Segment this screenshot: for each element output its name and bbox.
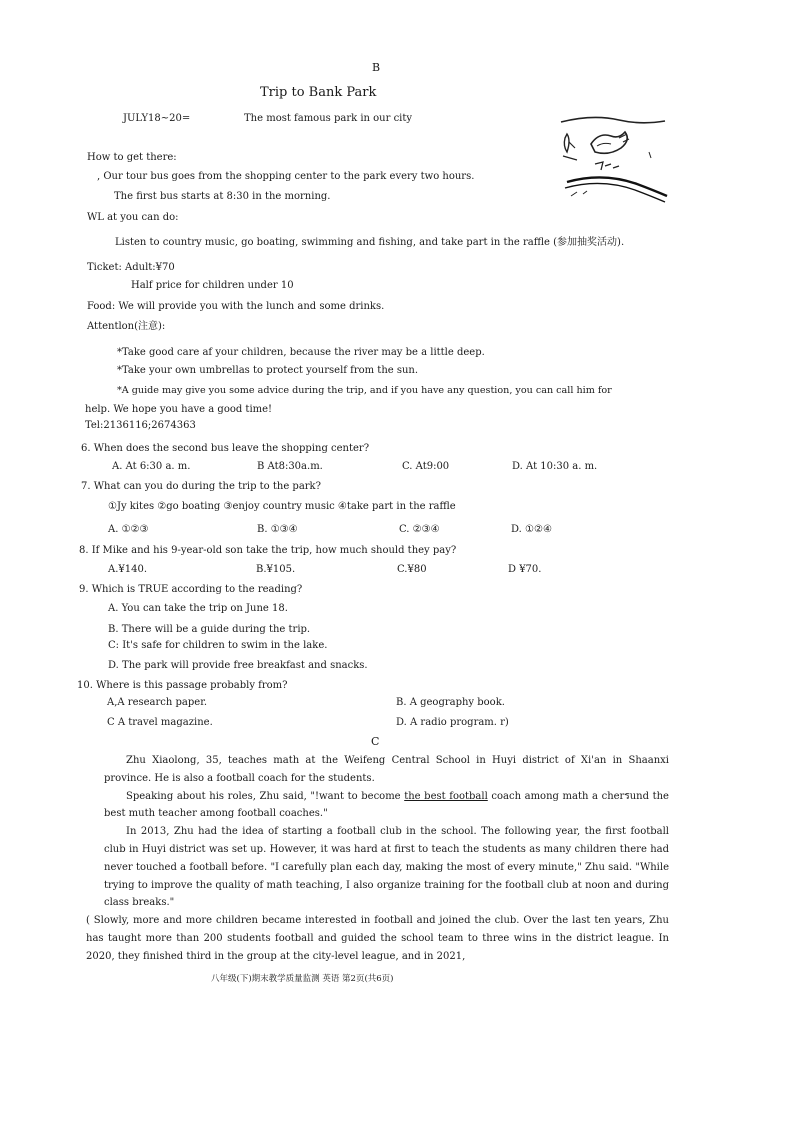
question-6-option-d[interactable]: D. At 10:30 a. m. (512, 461, 598, 472)
question-7-option-c[interactable]: C. ②③④ (399, 524, 440, 535)
question-7-option-a[interactable]: A. ①②③ (108, 524, 149, 535)
underlined-phrase: the best football (404, 790, 488, 802)
section-c-letter: C (371, 735, 380, 748)
note-1: *Take good care af your children, because the river may be a little deep. (117, 347, 485, 358)
question-9-stem: 9. Which is TRUE according to the reading? (79, 584, 303, 595)
passage-subtitle: The most famous park in our city (244, 113, 413, 124)
passage-c-paragraph-3: In 2013, Zhu had the idea of starting a football club in the school. The following year, the first football club in Huyi district was set up. However, it was hard at first to teach the students as many children there had never touched a football before. "I carefully plan each day, making the most of every minute," Zhu said. "While trying to improve the quality of math teaching, I also organize training for the football club at noon and during class breaks." (104, 826, 669, 909)
park-sketch-image (553, 112, 671, 208)
passage-c-paragraph-1: Zhu Xiaolong, 35, teaches math at the Weifeng Central School in Huyi district of Xi'an in Shaanxi province. He is also a football coach for the students. (104, 755, 669, 784)
passage-c-body (86, 752, 669, 966)
passage-title: Trip to Bank Park (260, 85, 377, 100)
question-9-option-d[interactable]: D. The park will provide free breakfast and snacks. (108, 660, 368, 671)
telephone: Tel:2136116;2674363 (85, 420, 196, 431)
question-7-option-d[interactable]: D. ①②④ (511, 524, 552, 535)
question-9-option-a[interactable]: A. You can take the trip on June 18. (108, 603, 288, 614)
question-6-option-b[interactable]: B At8:30a.m. (257, 461, 323, 472)
passage-c-paragraph-2 (104, 788, 669, 824)
paragraph-2-text-before: Speaking about his roles, Zhu said, "!want to become (126, 790, 405, 802)
what-heading: WL at you can do: (87, 212, 179, 223)
half-price-line: Half price for children under 10 (131, 280, 294, 291)
question-7-stem: 7. What can you do during the trip to the park? (81, 481, 321, 492)
how-heading: How to get there: (87, 152, 177, 163)
question-9-option-c[interactable]: C: It's safe for children to swim in the lake. (108, 640, 328, 651)
question-10-option-c[interactable]: C A travel magazine. (107, 717, 213, 728)
question-10-option-a[interactable]: A,A research paper. (107, 697, 208, 708)
section-b-letter: B (372, 61, 381, 74)
question-6-option-c[interactable]: C. At9:00 (402, 461, 450, 472)
note-2: *Take your own umbrellas to protect yourself from the sun. (117, 365, 419, 376)
passage-c-paragraph-4: ( Slowly, more and more children became interested in football and joined the club. Over the last ten years, Zhu has taught more than 200 students football and guided the school team to three wins in the district league. In 2020, they finished third in the group at the city-level league, and in 2021, (86, 915, 669, 962)
attention-heading: Attentlon(注意): (87, 321, 166, 332)
question-6-option-a[interactable]: A. At 6:30 a. m. (112, 461, 191, 472)
question-8-option-a[interactable]: A.¥140. (108, 564, 148, 575)
how-line-2: The first bus starts at 8:30 in the morning. (114, 191, 331, 202)
question-9-option-b[interactable]: B. There will be a guide during the trip. (108, 624, 311, 635)
paragraph-2-text-after: coach among math a cherรund the best muth teacher among football coaches." (104, 790, 669, 820)
question-10-stem: 10. Where is this passage probably from? (77, 680, 288, 691)
question-7-sub-items: ①Jy kites ②go boating ③enjoy country music ④take part in the raffle (108, 501, 456, 512)
question-8-option-b[interactable]: B.¥105. (256, 564, 296, 575)
page-footer: 八年级(下)期末教学质量监测 英语 第2页(共6页) (211, 974, 394, 984)
note-3a: *A guide may give you some advice during the trip, and if you have any question, you can call him for (117, 385, 612, 396)
question-8-option-d[interactable]: D ¥70. (508, 564, 542, 575)
food-line: Food: We will provide you with the lunch and some drinks. (87, 301, 385, 312)
trip-dates: JULY18~20= (123, 113, 191, 124)
question-7-option-b[interactable]: B. ①③④ (257, 524, 298, 535)
question-10-option-d[interactable]: D. A radio program. r) (396, 717, 509, 728)
how-line-1: , Our tour bus goes from the shopping center to the park every two hours. (97, 171, 475, 182)
what-line: Listen to country music, go boating, swimming and fishing, and take part in the raffle (参加抽奖活动). (115, 237, 625, 248)
question-8-stem: 8. If Mike and his 9-year-old son take the trip, how much should they pay? (79, 545, 457, 556)
question-8-option-c[interactable]: C.¥80 (397, 564, 427, 575)
question-6-stem: 6. When does the second bus leave the shopping center? (81, 443, 370, 454)
ticket-line: Ticket: Adult:¥70 (87, 262, 175, 273)
note-3b: help. We hope you have a good time! (85, 404, 273, 415)
question-10-option-b[interactable]: B. A geography book. (396, 697, 505, 708)
